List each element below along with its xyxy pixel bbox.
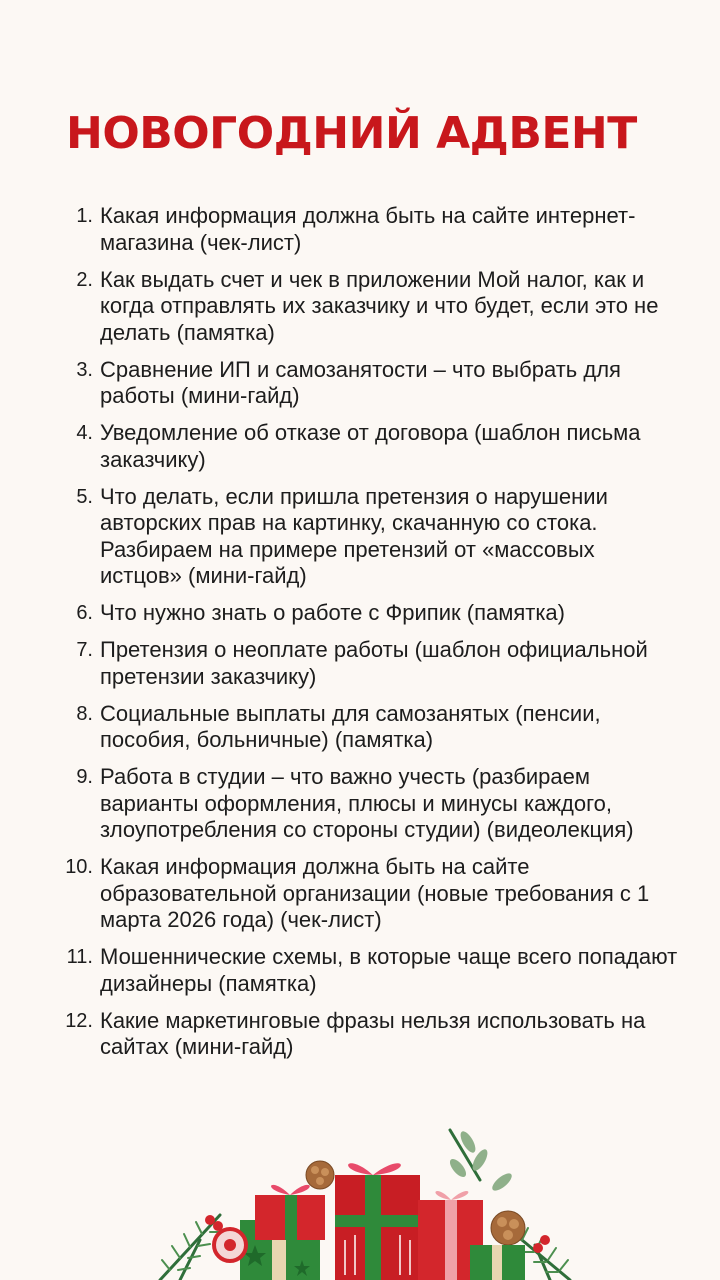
list-item-text: Что нужно знать о работе с Фрипик (памятка) <box>100 600 565 625</box>
list-item-number: 7. <box>76 639 93 661</box>
list-item-number: 12. <box>65 1009 93 1032</box>
list-item-text: Сравнение ИП и самозанятости – что выбрать для работы (мини-гайд) <box>100 356 621 408</box>
list-item-number: 9. <box>76 766 93 788</box>
list-item-text: Работа в студии – что важно учесть (разбираем варианты оформления, плюсы и минусы каждого, злоупотребления со стороны студии) (видеолекция) <box>100 764 634 842</box>
list-item-text: Как выдать счет и чек в приложении Мой налог, как и когда отправлять их заказчику и что будет, если это не делать (памятка) <box>100 266 659 345</box>
list-item-3 <box>0 357 720 410</box>
christmas-gifts-icon <box>150 1120 580 1280</box>
list-item-text: Претензия о неоплате работы (шаблон официальной претензии заказчику) <box>100 637 648 689</box>
list-item-12 <box>0 1008 720 1061</box>
list-item-2 <box>0 267 720 347</box>
list-item-10 <box>0 854 720 934</box>
list-item-11 <box>0 944 720 997</box>
list-item-5 <box>0 484 720 590</box>
page-title: НОВОГОДНИЙ АДВЕНТ <box>66 108 637 159</box>
list-item-4 <box>0 420 720 473</box>
advent-list <box>0 203 720 1071</box>
list-item-number: 3. <box>76 358 93 381</box>
list-item-text: Мошеннические схемы, в которые чаще всего попадают дизайнеры (памятка) <box>100 944 678 996</box>
list-item-number: 4. <box>76 422 93 444</box>
list-item-text: Какая информация должна быть на сайте интернет-магазина (чек-лист) <box>100 203 636 255</box>
list-item-text: Какие маркетинговые фразы нельзя использовать на сайтах (мини-гайд) <box>100 1007 646 1059</box>
list-item-number: 1. <box>76 205 93 227</box>
list-item-number: 10. <box>65 856 93 878</box>
list-item-7 <box>0 637 720 690</box>
list-item-number: 2. <box>76 268 93 291</box>
list-item-number: 6. <box>76 602 93 624</box>
list-item-text: Уведомление об отказе от договора (шаблон письма заказчику) <box>100 420 641 472</box>
list-item-number: 8. <box>76 702 93 725</box>
list-item-9 <box>0 764 720 844</box>
list-item-text: Социальные выплаты для самозанятых (пенсии, пособия, больничные) (памятка) <box>100 700 601 752</box>
list-item-text: Какая информация должна быть на сайте образовательной организации (новые требования с 1 марта 2026 года) (чек-лист) <box>100 854 650 932</box>
list-item-6 <box>0 600 720 627</box>
list-item-text: Что делать, если пришла претензия о нарушении авторских прав на картинку, скачанную со стока. Разбираем на примере претензий от «массовых истцов» (мини-гайд) <box>100 483 608 588</box>
list-item-8 <box>0 701 720 754</box>
list-item-number: 5. <box>76 485 93 508</box>
list-item-1 <box>0 203 720 256</box>
list-item-number: 11. <box>66 946 93 968</box>
